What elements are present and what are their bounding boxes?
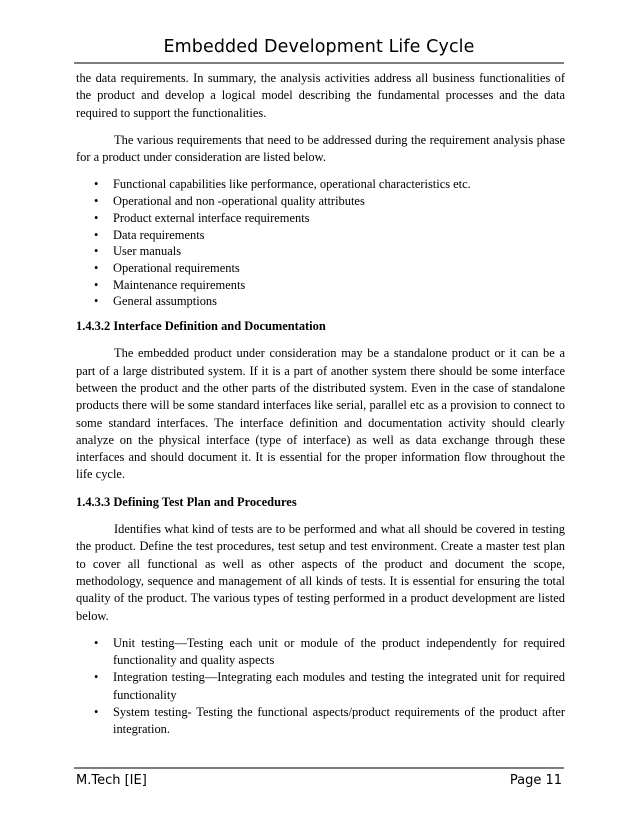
list-item: • Integration testing—Integrating each modules and testing the integrated unit for required functionality <box>76 669 565 704</box>
footer-divider <box>74 767 564 769</box>
page-header-title: Embedded Development Life Cycle <box>163 37 475 57</box>
list-item: • Functional capabilities like performance, operational characteristics etc. <box>76 176 565 193</box>
intro-paragraph: the data requirements. In summary, the analysis activities address all business functionalities of the product and develop a logical model describing the fundamental processes and the data required to support the functionalities. <box>76 71 565 120</box>
list-item: • System testing- Testing the functional aspects/product requirements of the product after integration. <box>76 704 565 739</box>
list-item: • Operational requirements <box>76 260 565 277</box>
requirements-list <box>76 176 565 310</box>
section-heading-test-plan: 1.4.3.3 Defining Test Plan and Procedures <box>76 494 297 509</box>
test-plan-paragraph: Identifies what kind of tests are to be performed and what all should be covered in testing the product. Define the test procedures, test setup and test environment. Create a master test plan to cover all functional as well as other aspects of the product and document the scope, methodology, sequence and management of all kinds of tests. It is essential for ensuring the total quality of the product. The various types of testing performed in a product development are listed below. <box>76 522 565 623</box>
list-item: • Data requirements <box>76 227 565 244</box>
interface-paragraph: The embedded product under consideration may be a standalone product or it can be a part of a large distributed system. If it is a part of another system there should be some interface between the product and the other parts of the distributed system. Even in the case of standalone products there will be some standard interfaces like serial, parallel etc as a provision to connect to some standard interfaces. The interface definition and documentation activity should clearly analyze on the physical interface (type of interface) as well as data exchange through these interfaces and should document it. It is essential for the proper information flow throughout the life cycle. <box>76 346 565 482</box>
list-item: • Operational and non -operational quality attributes <box>76 193 565 210</box>
list-item: • Unit testing—Testing each unit or module of the product independently for required functionality and quality aspects <box>76 635 565 670</box>
page-number: Page 11 <box>509 773 562 788</box>
footer-course-label: M.Tech [IE] <box>76 773 147 788</box>
testing-types-list <box>76 635 565 739</box>
list-item: • Product external interface requirements <box>76 210 565 227</box>
section-heading-interface: 1.4.3.2 Interface Definition and Documentation <box>76 319 326 334</box>
list-item: • User manuals <box>76 243 565 260</box>
list-item: • Maintenance requirements <box>76 277 565 294</box>
header-divider <box>74 62 564 64</box>
page-content <box>76 70 565 739</box>
requirements-paragraph: The various requirements that need to be addressed during the requirement analysis phase for a product under consideration are listed below. <box>76 132 565 165</box>
list-item: • General assumptions <box>76 293 565 310</box>
